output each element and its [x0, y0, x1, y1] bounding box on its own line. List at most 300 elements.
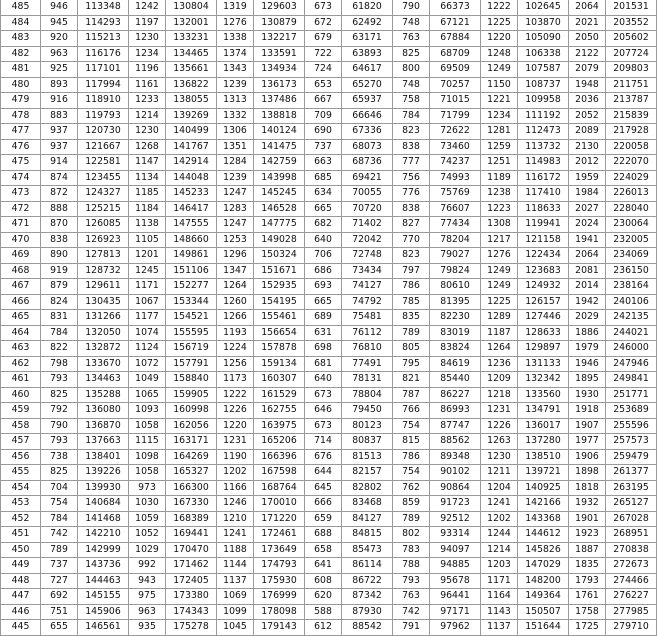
- cumulative-cell: 176999: [254, 589, 305, 605]
- cumulative-cell: 84619: [430, 356, 481, 372]
- count-cell: 1906: [569, 449, 606, 465]
- cumulative-cell: 138055: [166, 93, 217, 109]
- count-cell: 1052: [129, 527, 166, 543]
- count-cell: 2021: [569, 15, 606, 31]
- cumulative-cell: 171220: [254, 511, 305, 527]
- count-cell: 1901: [569, 511, 606, 527]
- cumulative-cell: 139721: [518, 465, 569, 481]
- cumulative-cell: 166300: [166, 480, 217, 496]
- count-cell: 1143: [481, 604, 518, 620]
- count-cell: 751: [41, 604, 78, 620]
- count-cell: 2029: [569, 310, 606, 326]
- cumulative-cell: 119793: [78, 108, 129, 124]
- cumulative-cell: 67336: [342, 124, 393, 140]
- count-cell: 1190: [217, 449, 254, 465]
- count-cell: 665: [305, 294, 342, 310]
- cumulative-cell: 170010: [254, 496, 305, 512]
- cumulative-cell: 124327: [78, 186, 129, 202]
- count-cell: 1067: [129, 294, 166, 310]
- count-cell: 644: [305, 465, 342, 481]
- cumulative-cell: 77491: [342, 356, 393, 372]
- score-cell: 477: [1, 124, 41, 140]
- cumulative-cell: 211751: [606, 77, 657, 93]
- count-cell: 1898: [569, 465, 606, 481]
- cumulative-cell: 140124: [254, 124, 305, 140]
- cumulative-cell: 168764: [254, 480, 305, 496]
- count-cell: 704: [41, 480, 78, 496]
- table-row: [1, 511, 657, 527]
- cumulative-cell: 65937: [342, 93, 393, 109]
- cumulative-cell: 234069: [606, 248, 657, 264]
- cumulative-cell: 251771: [606, 387, 657, 403]
- count-cell: 1171: [481, 573, 518, 589]
- count-cell: 827: [393, 217, 430, 233]
- count-cell: 1177: [129, 310, 166, 326]
- cumulative-cell: 160307: [254, 372, 305, 388]
- count-cell: 920: [41, 31, 78, 47]
- cumulative-cell: 151671: [254, 263, 305, 279]
- count-cell: 1238: [481, 186, 518, 202]
- cumulative-cell: 127813: [78, 248, 129, 264]
- count-cell: 785: [393, 294, 430, 310]
- table-row: [1, 93, 657, 109]
- cumulative-cell: 82157: [342, 465, 393, 481]
- cumulative-cell: 63893: [342, 46, 393, 62]
- cumulative-cell: 139269: [166, 108, 217, 124]
- count-cell: 1725: [569, 620, 606, 636]
- cumulative-cell: 140925: [518, 480, 569, 496]
- cumulative-cell: 68709: [430, 46, 481, 62]
- count-cell: 1264: [481, 341, 518, 357]
- count-cell: 787: [393, 387, 430, 403]
- count-cell: 937: [41, 139, 78, 155]
- cumulative-cell: 151106: [166, 263, 217, 279]
- count-cell: 1984: [569, 186, 606, 202]
- score-cell: 475: [1, 155, 41, 171]
- count-cell: 1211: [481, 465, 518, 481]
- count-cell: 1173: [217, 372, 254, 388]
- cumulative-cell: 109958: [518, 93, 569, 109]
- cumulative-cell: 162755: [254, 403, 305, 419]
- count-cell: 879: [41, 279, 78, 295]
- count-cell: 737: [305, 139, 342, 155]
- cumulative-cell: 143736: [78, 558, 129, 574]
- cumulative-cell: 63171: [342, 31, 393, 47]
- count-cell: 1226: [217, 403, 254, 419]
- cumulative-cell: 89348: [430, 449, 481, 465]
- cumulative-cell: 88542: [342, 620, 393, 636]
- cumulative-cell: 86993: [430, 403, 481, 419]
- cumulative-cell: 132217: [254, 31, 305, 47]
- count-cell: 893: [41, 77, 78, 93]
- count-cell: 1138: [129, 217, 166, 233]
- count-cell: 1236: [481, 356, 518, 372]
- count-cell: 1105: [129, 232, 166, 248]
- count-cell: 1818: [569, 480, 606, 496]
- count-cell: 1214: [481, 542, 518, 558]
- cumulative-cell: 162056: [166, 418, 217, 434]
- cumulative-cell: 159134: [254, 356, 305, 372]
- count-cell: 937: [41, 124, 78, 140]
- count-cell: 706: [305, 248, 342, 264]
- cumulative-cell: 203552: [606, 15, 657, 31]
- cumulative-cell: 155461: [254, 310, 305, 326]
- cumulative-cell: 209803: [606, 62, 657, 78]
- cumulative-cell: 136173: [254, 77, 305, 93]
- count-cell: 742: [393, 604, 430, 620]
- count-cell: 738: [41, 449, 78, 465]
- cumulative-cell: 244021: [606, 325, 657, 341]
- count-cell: 727: [41, 573, 78, 589]
- count-cell: 646: [305, 403, 342, 419]
- count-cell: 831: [41, 310, 78, 326]
- count-cell: 825: [41, 387, 78, 403]
- count-cell: 825: [393, 46, 430, 62]
- cumulative-cell: 142759: [254, 155, 305, 171]
- score-cell: 484: [1, 15, 41, 31]
- count-cell: 608: [305, 573, 342, 589]
- count-cell: 1217: [481, 232, 518, 248]
- count-cell: 673: [305, 387, 342, 403]
- count-cell: 1332: [217, 108, 254, 124]
- count-cell: 1253: [217, 232, 254, 248]
- count-cell: 1241: [481, 496, 518, 512]
- count-cell: 823: [393, 248, 430, 264]
- table-row: [1, 356, 657, 372]
- count-cell: 791: [393, 620, 430, 636]
- cumulative-cell: 274466: [606, 573, 657, 589]
- count-cell: 1225: [481, 15, 518, 31]
- count-cell: 758: [393, 93, 430, 109]
- score-cell: 446: [1, 604, 41, 620]
- count-cell: 1249: [481, 62, 518, 78]
- count-cell: 1099: [217, 604, 254, 620]
- count-cell: 786: [393, 449, 430, 465]
- cumulative-cell: 143368: [518, 511, 569, 527]
- count-cell: 1886: [569, 325, 606, 341]
- cumulative-cell: 105090: [518, 31, 569, 47]
- count-cell: 789: [41, 542, 78, 558]
- cumulative-cell: 257573: [606, 434, 657, 450]
- table-row: [1, 155, 657, 171]
- table-row: [1, 62, 657, 78]
- table-row: [1, 465, 657, 481]
- count-cell: 963: [41, 46, 78, 62]
- count-cell: 797: [393, 263, 430, 279]
- count-cell: 789: [393, 511, 430, 527]
- count-cell: 802: [393, 527, 430, 543]
- cumulative-cell: 152935: [254, 279, 305, 295]
- count-cell: 1343: [217, 62, 254, 78]
- count-cell: 793: [41, 434, 78, 450]
- count-cell: 763: [393, 589, 430, 605]
- cumulative-cell: 149364: [518, 589, 569, 605]
- count-cell: 784: [393, 108, 430, 124]
- cumulative-cell: 130879: [254, 15, 305, 31]
- cumulative-cell: 261377: [606, 465, 657, 481]
- cumulative-cell: 246000: [606, 341, 657, 357]
- count-cell: 1251: [481, 155, 518, 171]
- cumulative-cell: 222070: [606, 155, 657, 171]
- count-cell: 1289: [481, 310, 518, 326]
- count-cell: 698: [305, 341, 342, 357]
- count-cell: 1224: [217, 341, 254, 357]
- count-cell: 686: [305, 263, 342, 279]
- count-cell: 872: [41, 186, 78, 202]
- cumulative-cell: 146528: [254, 201, 305, 217]
- count-cell: 1234: [481, 108, 518, 124]
- count-cell: 634: [305, 186, 342, 202]
- count-cell: 714: [305, 434, 342, 450]
- cumulative-cell: 72622: [430, 124, 481, 140]
- cumulative-cell: 83468: [342, 496, 393, 512]
- cumulative-cell: 161529: [254, 387, 305, 403]
- cumulative-cell: 265127: [606, 496, 657, 512]
- count-cell: 748: [393, 15, 430, 31]
- count-cell: 1065: [129, 387, 166, 403]
- count-cell: 722: [305, 46, 342, 62]
- cumulative-cell: 68073: [342, 139, 393, 155]
- cumulative-cell: 119941: [518, 217, 569, 233]
- count-cell: 742: [41, 527, 78, 543]
- cumulative-cell: 93314: [430, 527, 481, 543]
- cumulative-cell: 140499: [166, 124, 217, 140]
- count-cell: 916: [41, 93, 78, 109]
- cumulative-cell: 76810: [342, 341, 393, 357]
- cumulative-cell: 167330: [166, 496, 217, 512]
- count-cell: 658: [305, 542, 342, 558]
- count-cell: 1374: [217, 46, 254, 62]
- cumulative-cell: 207724: [606, 46, 657, 62]
- cumulative-cell: 141767: [166, 139, 217, 155]
- cumulative-cell: 279710: [606, 620, 657, 636]
- count-cell: 1230: [481, 449, 518, 465]
- cumulative-cell: 142210: [78, 527, 129, 543]
- cumulative-cell: 78804: [342, 387, 393, 403]
- cumulative-cell: 142999: [78, 542, 129, 558]
- cumulative-cell: 120730: [78, 124, 129, 140]
- score-cell: 479: [1, 93, 41, 109]
- cumulative-cell: 205602: [606, 31, 657, 47]
- count-cell: 1147: [129, 155, 166, 171]
- cumulative-cell: 268951: [606, 527, 657, 543]
- cumulative-cell: 126085: [78, 217, 129, 233]
- cumulative-cell: 215839: [606, 108, 657, 124]
- count-cell: 925: [41, 62, 78, 78]
- cumulative-cell: 253689: [606, 403, 657, 419]
- cumulative-cell: 116172: [518, 170, 569, 186]
- cumulative-cell: 165327: [166, 465, 217, 481]
- count-cell: 1161: [129, 77, 166, 93]
- cumulative-cell: 92512: [430, 511, 481, 527]
- cumulative-cell: 116176: [78, 46, 129, 62]
- count-cell: 1247: [217, 186, 254, 202]
- cumulative-cell: 238164: [606, 279, 657, 295]
- table-row: [1, 279, 657, 295]
- cumulative-cell: 79027: [430, 248, 481, 264]
- table-row: [1, 139, 657, 155]
- score-cell: 464: [1, 325, 41, 341]
- cumulative-cell: 145233: [166, 186, 217, 202]
- table-row: [1, 124, 657, 140]
- cumulative-cell: 159905: [166, 387, 217, 403]
- cumulative-cell: 136080: [78, 403, 129, 419]
- count-cell: 679: [305, 31, 342, 47]
- table-row: [1, 232, 657, 248]
- table-row: [1, 77, 657, 93]
- table-row: [1, 620, 657, 636]
- count-cell: 1246: [217, 496, 254, 512]
- count-cell: 1260: [217, 294, 254, 310]
- count-cell: 1134: [129, 170, 166, 186]
- table-row: [1, 558, 657, 574]
- cumulative-cell: 118910: [78, 93, 129, 109]
- count-cell: 1221: [481, 93, 518, 109]
- count-cell: 793: [393, 573, 430, 589]
- count-cell: 1137: [481, 620, 518, 636]
- count-cell: 1249: [481, 263, 518, 279]
- cumulative-cell: 149861: [166, 248, 217, 264]
- count-cell: 1193: [217, 325, 254, 341]
- cumulative-cell: 74993: [430, 170, 481, 186]
- score-cell: 467: [1, 279, 41, 295]
- count-cell: 1761: [569, 589, 606, 605]
- score-cell: 483: [1, 31, 41, 47]
- cumulative-cell: 94885: [430, 558, 481, 574]
- cumulative-cell: 270838: [606, 542, 657, 558]
- cumulative-cell: 83019: [430, 325, 481, 341]
- cumulative-cell: 83824: [430, 341, 481, 357]
- count-cell: 1196: [129, 62, 166, 78]
- cumulative-cell: 87342: [342, 589, 393, 605]
- cumulative-cell: 178098: [254, 604, 305, 620]
- cumulative-cell: 96441: [430, 589, 481, 605]
- cumulative-cell: 86114: [342, 558, 393, 574]
- cumulative-cell: 145826: [518, 542, 569, 558]
- count-cell: 992: [129, 558, 166, 574]
- cumulative-cell: 267028: [606, 511, 657, 527]
- score-cell: 462: [1, 356, 41, 372]
- cumulative-cell: 224029: [606, 170, 657, 186]
- score-cell: 474: [1, 170, 41, 186]
- cumulative-cell: 80610: [430, 279, 481, 295]
- count-cell: 766: [393, 403, 430, 419]
- cumulative-cell: 85473: [342, 542, 393, 558]
- table-row: [1, 341, 657, 357]
- cumulative-cell: 155595: [166, 325, 217, 341]
- cumulative-cell: 230064: [606, 217, 657, 233]
- count-cell: 1137: [217, 573, 254, 589]
- count-cell: 1249: [481, 279, 518, 295]
- cumulative-cell: 80837: [342, 434, 393, 450]
- count-cell: 666: [305, 496, 342, 512]
- table-row: [1, 170, 657, 186]
- table-body: [1, 0, 657, 635]
- count-cell: 1835: [569, 558, 606, 574]
- count-cell: 1202: [217, 465, 254, 481]
- count-cell: 1164: [481, 589, 518, 605]
- count-cell: 1313: [217, 93, 254, 109]
- count-cell: 612: [305, 620, 342, 636]
- cumulative-cell: 145155: [78, 589, 129, 605]
- table-row: [1, 434, 657, 450]
- count-cell: 672: [305, 15, 342, 31]
- cumulative-cell: 69509: [430, 62, 481, 78]
- cumulative-cell: 117101: [78, 62, 129, 78]
- count-cell: 1059: [129, 511, 166, 527]
- count-cell: 776: [393, 186, 430, 202]
- cumulative-cell: 174343: [166, 604, 217, 620]
- count-cell: 2064: [569, 0, 606, 15]
- cumulative-cell: 129897: [518, 341, 569, 357]
- cumulative-cell: 134934: [254, 62, 305, 78]
- score-cell: 445: [1, 620, 41, 636]
- count-cell: 1231: [217, 434, 254, 450]
- table-row: [1, 263, 657, 279]
- table-row: [1, 201, 657, 217]
- cumulative-cell: 91723: [430, 496, 481, 512]
- cumulative-cell: 217928: [606, 124, 657, 140]
- count-cell: 2089: [569, 124, 606, 140]
- count-cell: 2130: [569, 139, 606, 155]
- count-cell: 888: [41, 201, 78, 217]
- score-cell: 448: [1, 573, 41, 589]
- count-cell: 1241: [217, 527, 254, 543]
- count-cell: 805: [393, 341, 430, 357]
- cumulative-cell: 78204: [430, 232, 481, 248]
- cumulative-cell: 213787: [606, 93, 657, 109]
- count-cell: 1887: [569, 542, 606, 558]
- cumulative-cell: 86227: [430, 387, 481, 403]
- score-cell: 481: [1, 62, 41, 78]
- cumulative-cell: 133591: [254, 46, 305, 62]
- count-cell: 1069: [217, 589, 254, 605]
- count-cell: 673: [305, 418, 342, 434]
- count-cell: 1234: [129, 46, 166, 62]
- cumulative-cell: 149028: [254, 232, 305, 248]
- cumulative-cell: 132872: [78, 341, 129, 357]
- count-cell: 1231: [481, 403, 518, 419]
- count-cell: 1045: [217, 620, 254, 636]
- cumulative-cell: 165206: [254, 434, 305, 450]
- cumulative-cell: 150507: [518, 604, 569, 620]
- count-cell: 754: [393, 465, 430, 481]
- count-cell: 1218: [481, 387, 518, 403]
- cumulative-cell: 276227: [606, 589, 657, 605]
- cumulative-cell: 69421: [342, 170, 393, 186]
- count-cell: 754: [393, 418, 430, 434]
- cumulative-cell: 175930: [254, 573, 305, 589]
- count-cell: 943: [129, 573, 166, 589]
- cumulative-cell: 73460: [430, 139, 481, 155]
- cumulative-cell: 84815: [342, 527, 393, 543]
- cumulative-cell: 164269: [166, 449, 217, 465]
- count-cell: 1222: [481, 0, 518, 15]
- cumulative-cell: 141468: [78, 511, 129, 527]
- cumulative-cell: 70720: [342, 201, 393, 217]
- count-cell: 692: [41, 589, 78, 605]
- cumulative-cell: 111192: [518, 108, 569, 124]
- count-cell: 1188: [217, 542, 254, 558]
- cumulative-cell: 150324: [254, 248, 305, 264]
- count-cell: 1247: [217, 217, 254, 233]
- cumulative-cell: 142166: [518, 496, 569, 512]
- count-cell: 815: [393, 434, 430, 450]
- cumulative-cell: 147029: [518, 558, 569, 574]
- count-cell: 1259: [481, 139, 518, 155]
- count-cell: 1203: [481, 558, 518, 574]
- count-cell: 1946: [569, 356, 606, 372]
